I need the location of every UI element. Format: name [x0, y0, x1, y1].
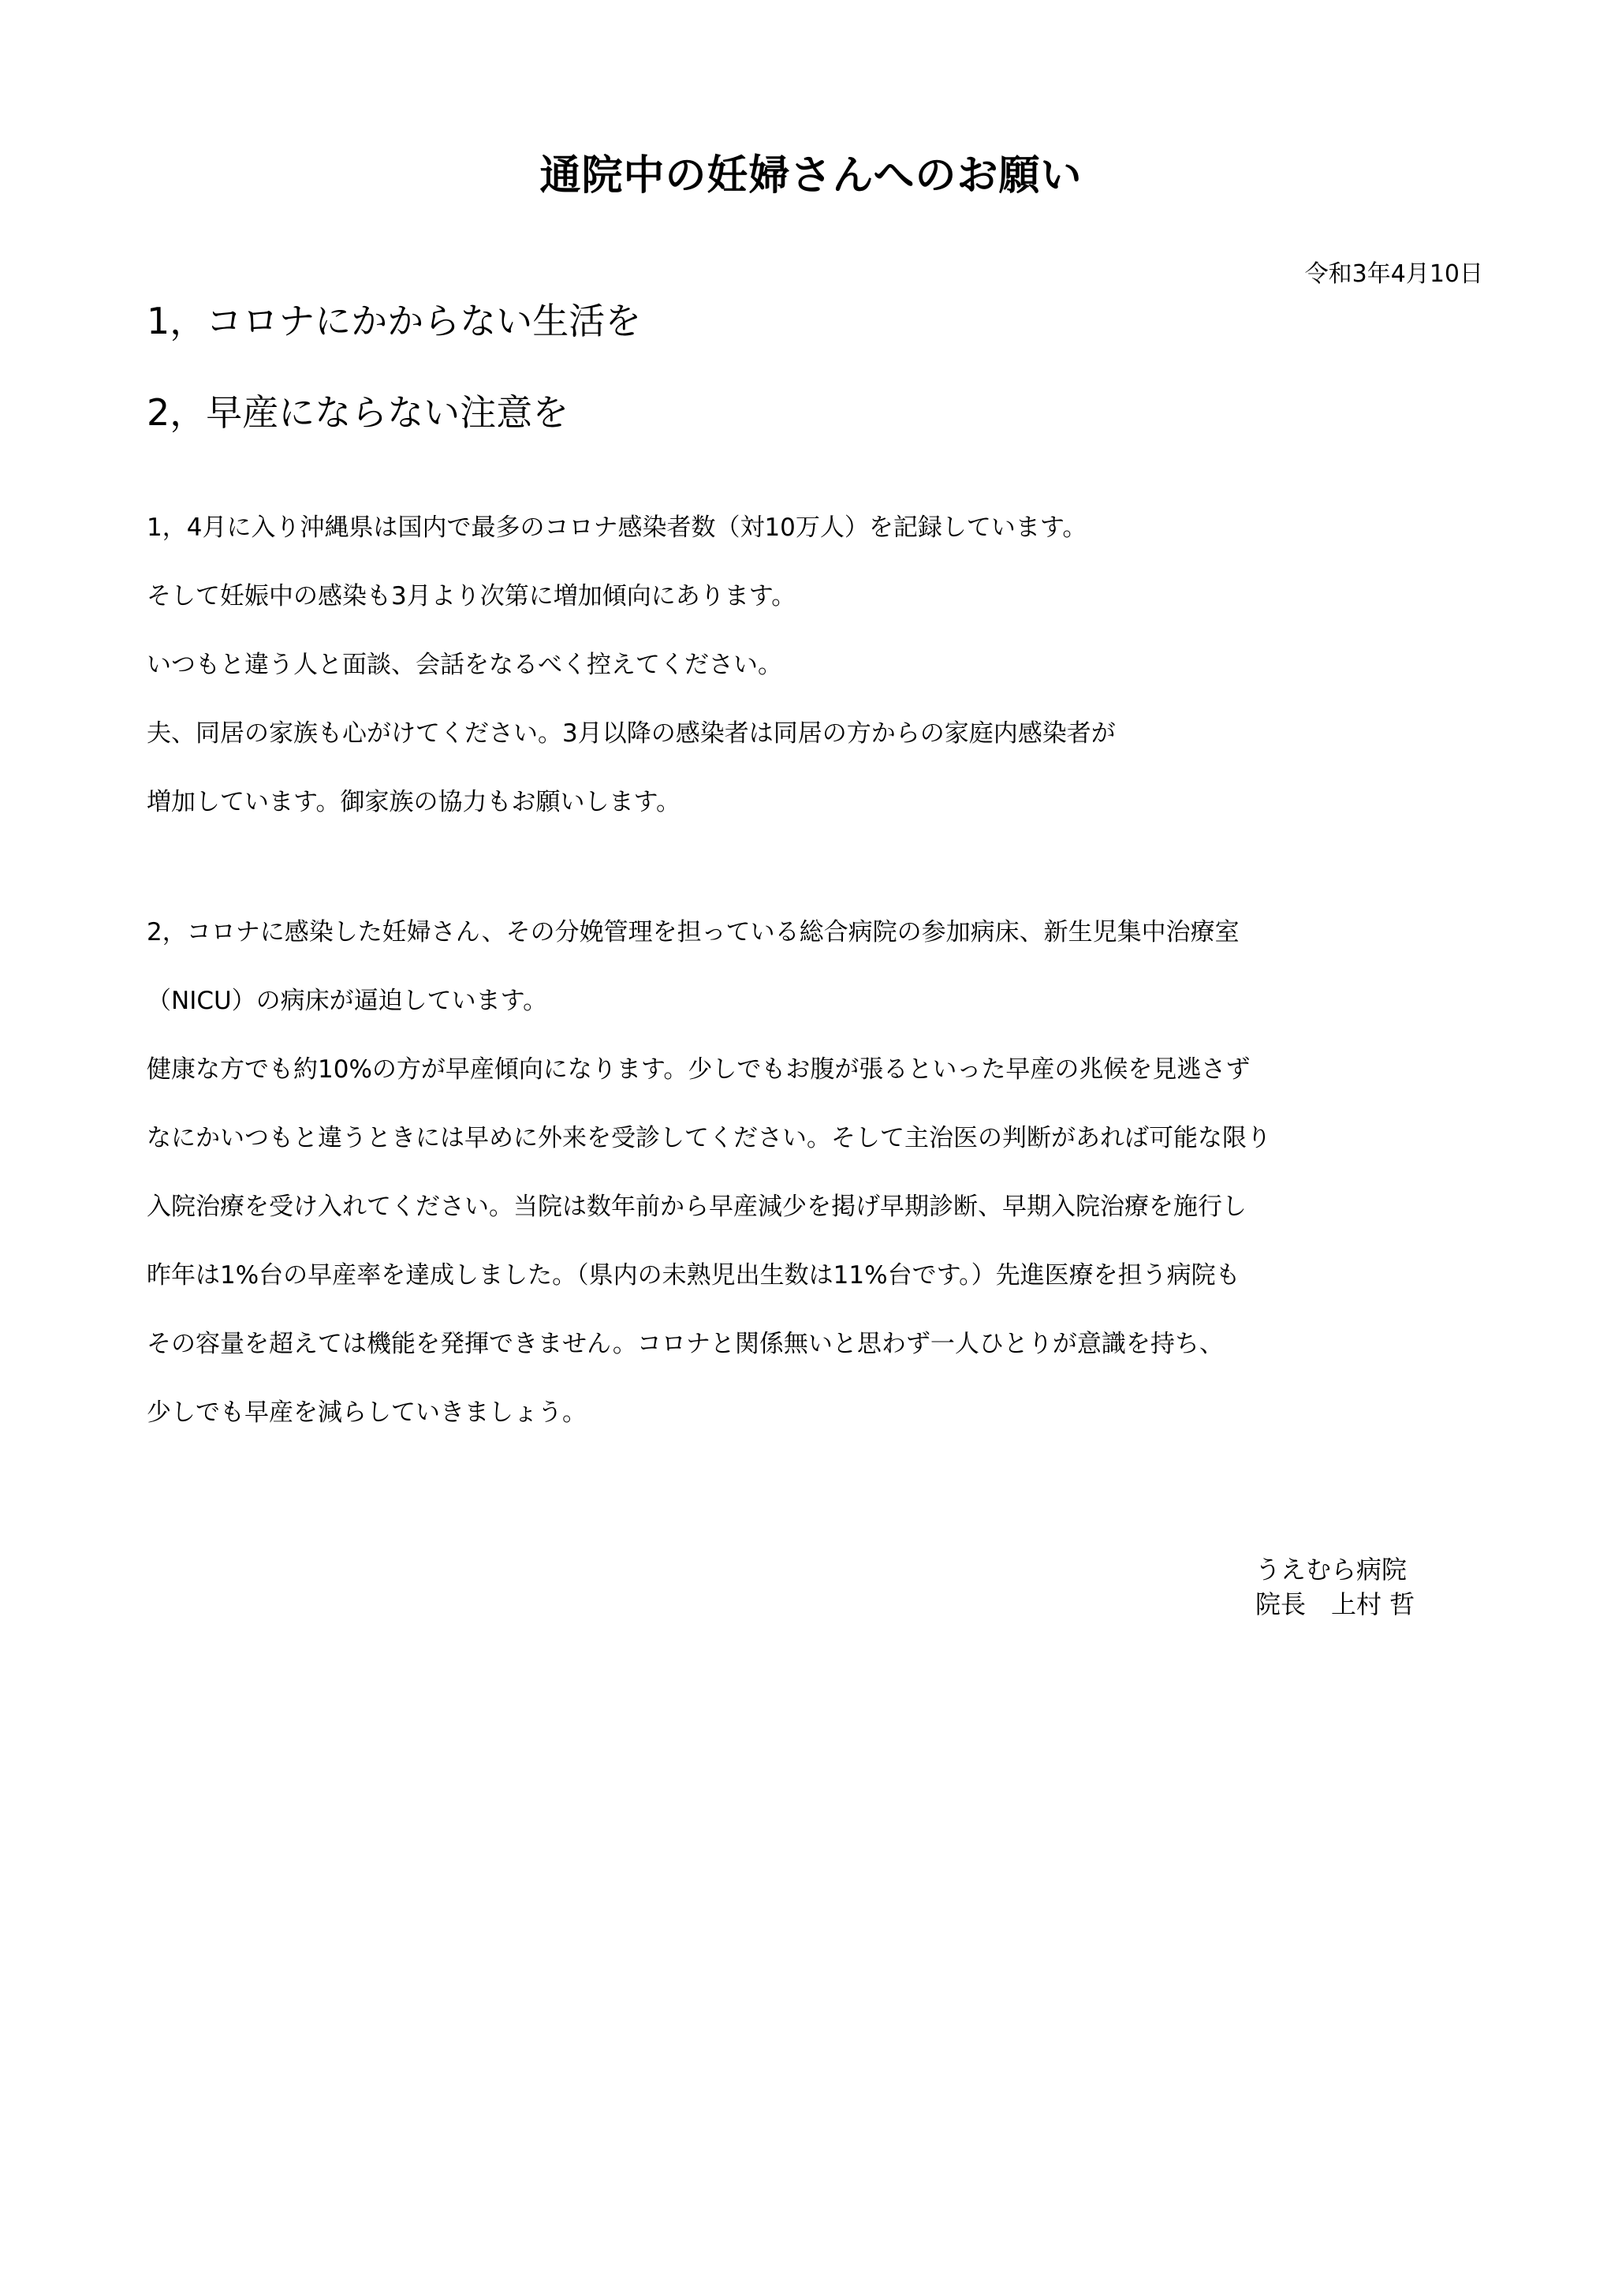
section-2-line: （NICU）の病床が逼迫しています。 [147, 987, 548, 1015]
section-2-line: 2，コロナに感染した妊婦さん、その分娩管理を担っている総合病院の参加病床、新生児集中治療室 [147, 918, 1240, 946]
section-2-line: その容量を超えては機能を発揮できません。コロナと関係無いと思わず一人ひとりが意識を持ち、 [147, 1330, 1224, 1358]
section-1-line: そして妊娠中の感染も3月より次第に増加傾向にあります。 [147, 582, 796, 610]
section-1-line: いつもと違う人と面談、会話をなるべく控えてください。 [147, 651, 782, 679]
section-1-line: 1，4月に入り沖縄県は国内で最多のコロナ感染者数（対10万人）を記録しています。 [147, 513, 1087, 542]
headline-2: 2，早産にならない注意を [147, 391, 569, 434]
section-2-line: 入院治療を受け入れてください。当院は数年前から早産減少を掲げ早期診断、早期入院治療を施行し [147, 1193, 1247, 1221]
section-2-line: なにかいつもと違うときには早めに外来を受診してください。そして主治医の判断があれば可能な限り [147, 1124, 1271, 1152]
document-date: 令和3年4月10日 [1304, 260, 1483, 288]
section-2-line: 健康な方でも約10%の方が早産傾向になります。少しでもお腹が張るといった早産の兆候を見逃さず [147, 1055, 1251, 1084]
section-1-line: 夫、同居の家族も心がけてください。3月以降の感染者は同居の方からの家庭内感染者が [147, 719, 1116, 748]
headline-1: 1，コロナにかからない生活を [147, 300, 642, 342]
section-2-line: 少しでも早産を減らしていきましょう。 [147, 1398, 587, 1427]
section-2-paragraph [147, 917, 1271, 1465]
section-1-paragraph [147, 512, 1116, 855]
page-title: 通院中の妊婦さんへのお願い [539, 152, 1083, 200]
signature-hospital: うえむら病院 [1255, 1555, 1408, 1585]
section-1-line: 増加しています。御家族の協力もお願いします。 [147, 788, 681, 816]
signature-director: 院長 上村 哲 [1255, 1589, 1415, 1619]
section-2-line: 昨年は1%台の早産率を達成しました。（県内の未熟児出生数は11%台です。）先進医療を担う病院も [147, 1261, 1240, 1290]
signature-block [1255, 1552, 1415, 1622]
